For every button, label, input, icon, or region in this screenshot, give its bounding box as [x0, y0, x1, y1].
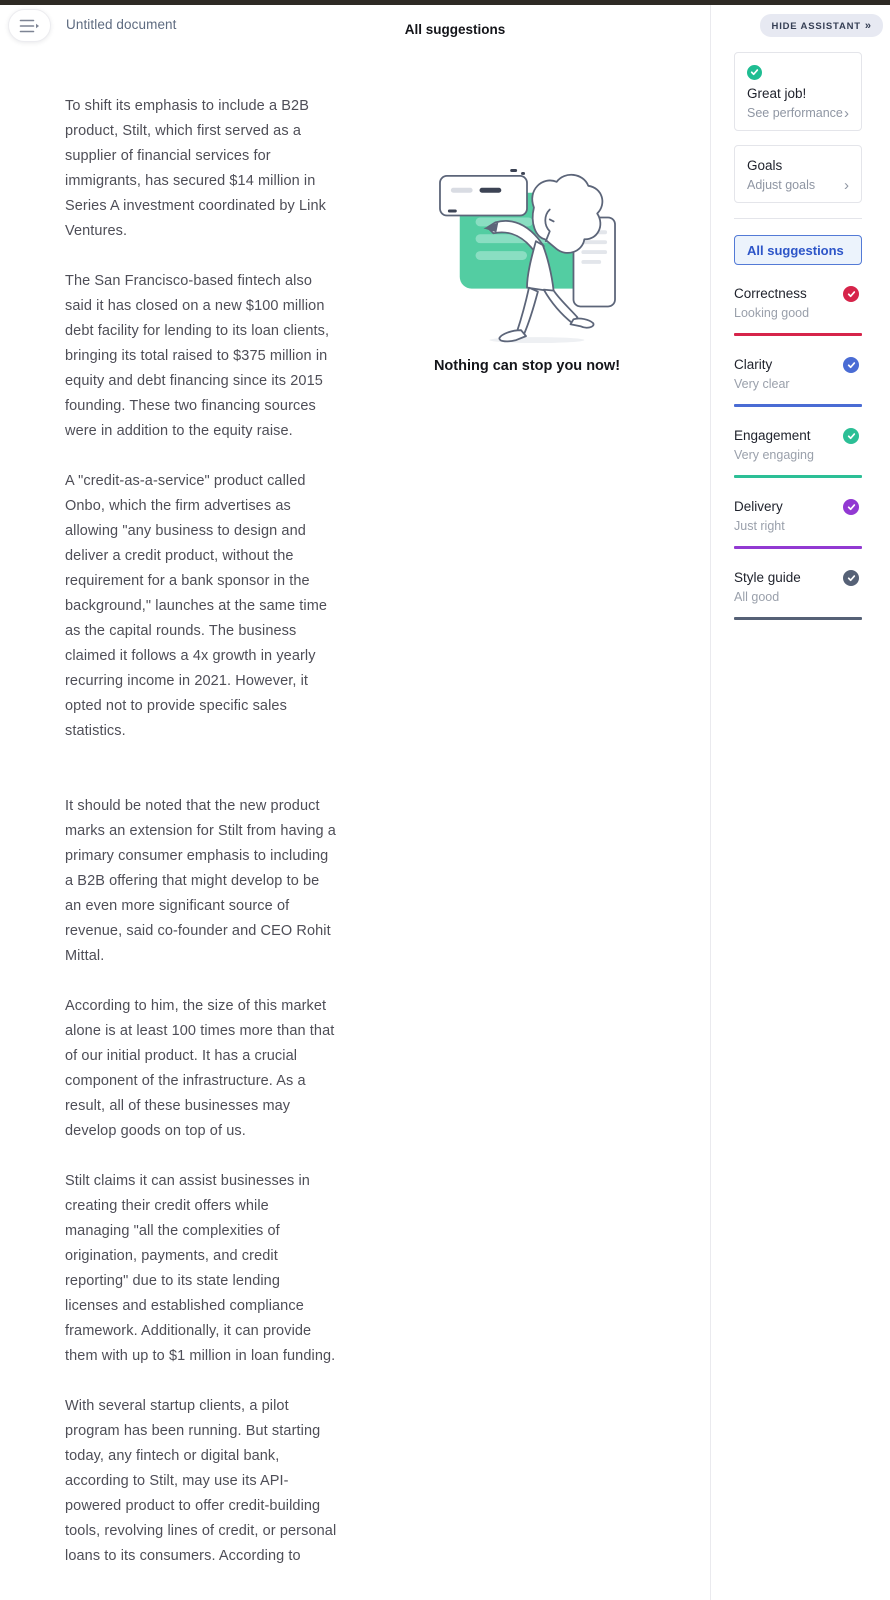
- chevron-right-icon: ›: [844, 176, 849, 194]
- category-clarity[interactable]: [734, 357, 862, 407]
- hide-assistant-label: HIDE ASSISTANT: [771, 20, 861, 32]
- check-badge-icon: [843, 499, 859, 515]
- category-underline: [734, 475, 862, 478]
- category-status: Just right: [734, 519, 785, 533]
- hamburger-menu-icon: [19, 19, 40, 33]
- all-suggestions-filter-button[interactable]: All suggestions: [734, 235, 862, 265]
- document-paragraph[interactable]: With several startup clients, a pilot program has been running. But starting today, any fintech or digital bank, according to Stilt, may use its API-powered product to offer credit-building tools, revolving lines of credit, or personal loans to its consumers. According to: [65, 1398, 337, 1564]
- performance-card-action: See performance: [747, 106, 843, 120]
- check-badge-icon: [843, 357, 859, 373]
- hide-assistant-button[interactable]: [760, 14, 883, 37]
- document-paragraph[interactable]: Stilt claims it can assist businesses in creating their credit offers while managing "all the complexities of origination, payments, and credit reporting" due to its state lending licenses and established compliance framework. Additionally, it can provide them with up to $1 million in loan funding.: [65, 1173, 336, 1364]
- goals-card-title: Goals: [747, 158, 783, 173]
- celebration-illustration: [438, 168, 616, 348]
- document-editor[interactable]: [65, 94, 337, 1594]
- check-badge-icon: [843, 570, 859, 586]
- double-chevron-right-icon: »: [864, 20, 871, 32]
- check-badge-icon: [843, 286, 859, 302]
- category-name: Correctness: [734, 286, 807, 301]
- goals-card[interactable]: [734, 145, 862, 203]
- empty-state-caption: Nothing can stop you now!: [433, 358, 621, 374]
- category-style-guide[interactable]: [734, 570, 862, 620]
- category-status: Very clear: [734, 377, 790, 391]
- sidebar-divider: [734, 218, 862, 219]
- category-status: Very engaging: [734, 448, 814, 462]
- suggestions-empty-state: [360, 168, 694, 374]
- check-badge-icon: [843, 428, 859, 444]
- document-paragraph[interactable]: A "credit-as-a-service" product called Onbo, which the firm advertises as allowing "any business to design and deliver a credit product, without the requirement for a bank sponsor in the background," launches at the same time as the capital rounds. The business claimed it follows a 4x growth in yearly recurring income in 2021. However, it opted not to provide specific sales statistics.: [65, 473, 328, 739]
- category-name: Engagement: [734, 428, 811, 443]
- category-name: Style guide: [734, 570, 801, 585]
- category-underline: [734, 617, 862, 620]
- category-delivery[interactable]: [734, 499, 862, 549]
- main-menu-button[interactable]: [8, 9, 51, 42]
- suggestions-view-title: All suggestions: [404, 22, 506, 37]
- document-paragraph[interactable]: The San Francisco-based fintech also said it has closed on a new $100 million debt facility for lending to its loan clients, bringing its total raised to $375 million in equity and debt financing since its 2015 founding. These two financing sources were in addition to the equity raise.: [65, 273, 330, 439]
- category-status: All good: [734, 590, 780, 604]
- chevron-right-icon: ›: [844, 104, 849, 122]
- assistant-sidebar: [710, 5, 890, 1600]
- category-underline: [734, 333, 862, 336]
- document-paragraph[interactable]: It should be noted that the new product marks an extension for Stilt from having a primary consumer emphasis to including a B2B offering that might develop to be an even more significant source of revenue, said co-founder and CEO Rohit Mittal.: [65, 798, 336, 964]
- category-underline: [734, 546, 862, 549]
- category-underline: [734, 404, 862, 407]
- category-name: Delivery: [734, 499, 783, 514]
- category-name: Clarity: [734, 357, 773, 372]
- document-paragraph[interactable]: To shift its emphasis to include a B2B product, Stilt, which first served as a supplier of financial services for immigrants, has secured $14 million in Series A investment coordinated by Link Ventures.: [65, 98, 327, 239]
- category-engagement[interactable]: [734, 428, 862, 478]
- performance-card[interactable]: [734, 52, 862, 131]
- category-status: Looking good: [734, 306, 810, 320]
- goals-card-action: Adjust goals: [747, 178, 816, 192]
- performance-card-title: Great job!: [747, 86, 807, 101]
- category-correctness[interactable]: [734, 286, 862, 336]
- document-paragraph[interactable]: According to him, the size of this market alone is at least 100 times more than that of our initial product. It has a crucial component of the infrastructure. As a result, all of these businesses may develop goods on top of us.: [65, 998, 335, 1139]
- document-title[interactable]: Untitled document: [66, 17, 177, 32]
- green-check-icon: [747, 65, 762, 80]
